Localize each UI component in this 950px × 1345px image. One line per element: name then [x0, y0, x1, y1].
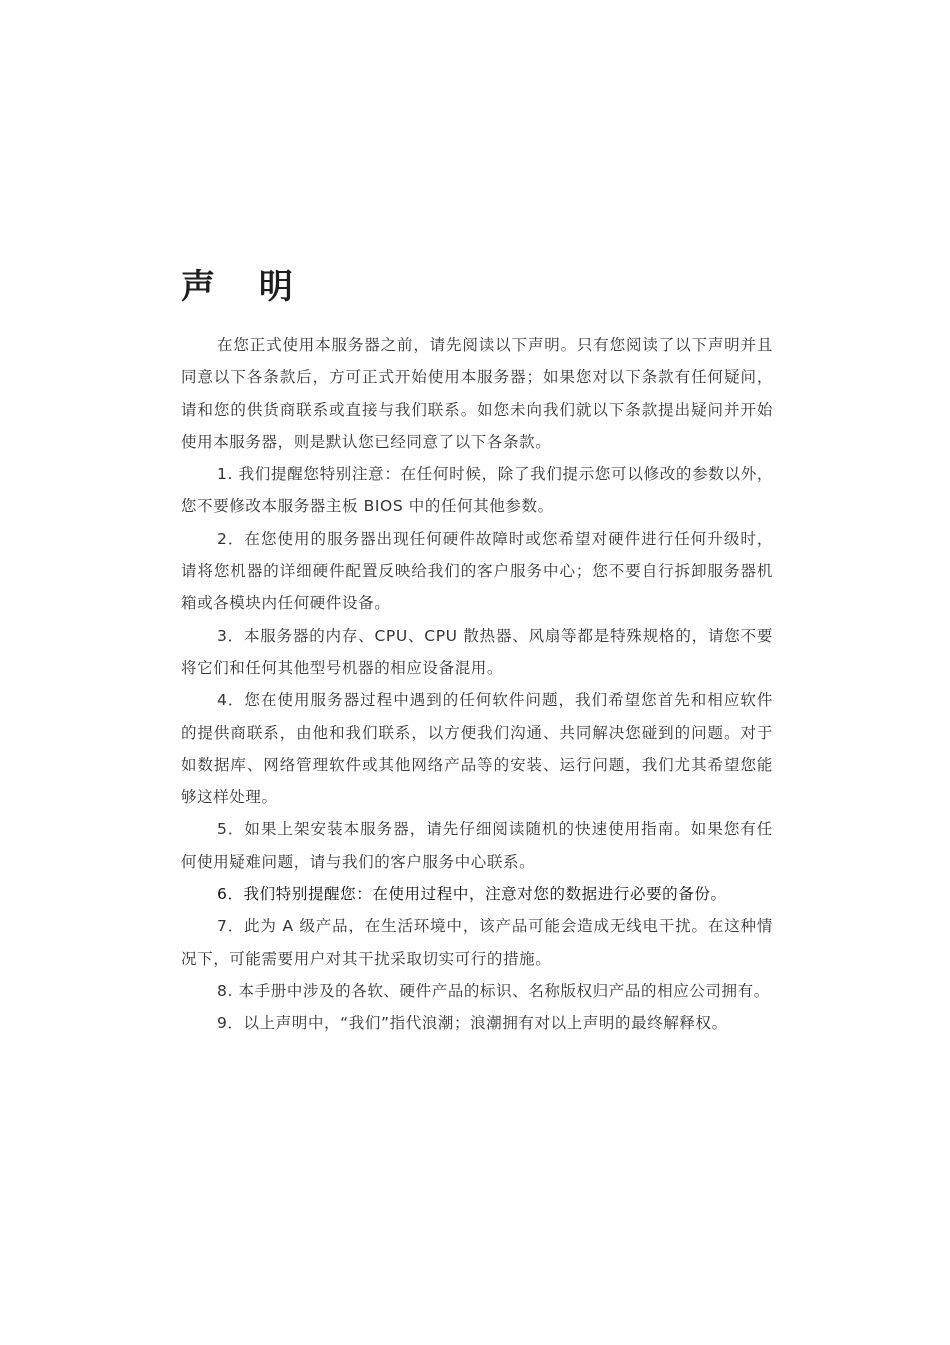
clause-9: 9．以上声明中，“我们”指代浪潮；浪潮拥有对以上声明的最终解释权。: [217, 1014, 728, 1033]
clause-1: 1. 我们提醒您特别注意：在任何时候，除了我们提示您可以修改的参数以外，您不要修改本服务器主板 BIOS 中的任何其他参数。: [181, 465, 773, 516]
clause-3: 3．本服务器的内存、CPU、CPU 散热器、风扇等都是特殊规格的，请您不要将它们和任何其他型号机器的相应设备混用。: [181, 626, 773, 677]
clause-6: 6．我们特别提醒您：在使用过程中，注意对您的数据进行必要的备份。: [217, 885, 727, 904]
clause-2: 2．在您使用的服务器出现任何硬件故障时或您希望对硬件进行任何升级时，请将您机器的详细硬件配置反映给我们的客户服务中心；您不要自行拆卸服务器机箱或各模块内任何硬件设备。: [181, 529, 773, 613]
clause-7: 7．此为 A 级产品，在生活环境中，该产品可能会造成无线电干扰。在这种情况下，可能需要用户对其干扰采取切实可行的措施。: [181, 917, 773, 968]
clause-4: 4．您在使用服务器过程中遇到的任何软件问题，我们希望您首先和相应软件的提供商联系，由他和我们联系，以方便我们沟通、共同解决您碰到的问题。对于如数据库、网络管理软件或其他网络产品等的安装、运行问题，我们尤其希望您能够这样处理。: [181, 691, 773, 807]
statement-body: [181, 329, 773, 1040]
clause-8: 8. 本手册中涉及的各软、硬件产品的标识、名称版权归产品的相应公司拥有。: [217, 981, 770, 1000]
clause-5: 5．如果上架安装本服务器，请先仔细阅读随机的快速使用指南。如果您有任何使用疑难问题，请与我们的客户服务中心联系。: [181, 820, 773, 871]
page-title: 声 明: [181, 267, 309, 307]
intro-paragraph: 在您正式使用本服务器之前，请先阅读以下声明。只有您阅读了以下声明并且同意以下各条款后，方可正式开始使用本服务器；如果您对以下条款有任何疑问，请和您的供货商联系或直接与我们联系。如您未向我们就以下条款提出疑问并开始使用本服务器，则是默认您已经同意了以下各条款。: [181, 336, 773, 451]
statement-page: [181, 262, 773, 1040]
